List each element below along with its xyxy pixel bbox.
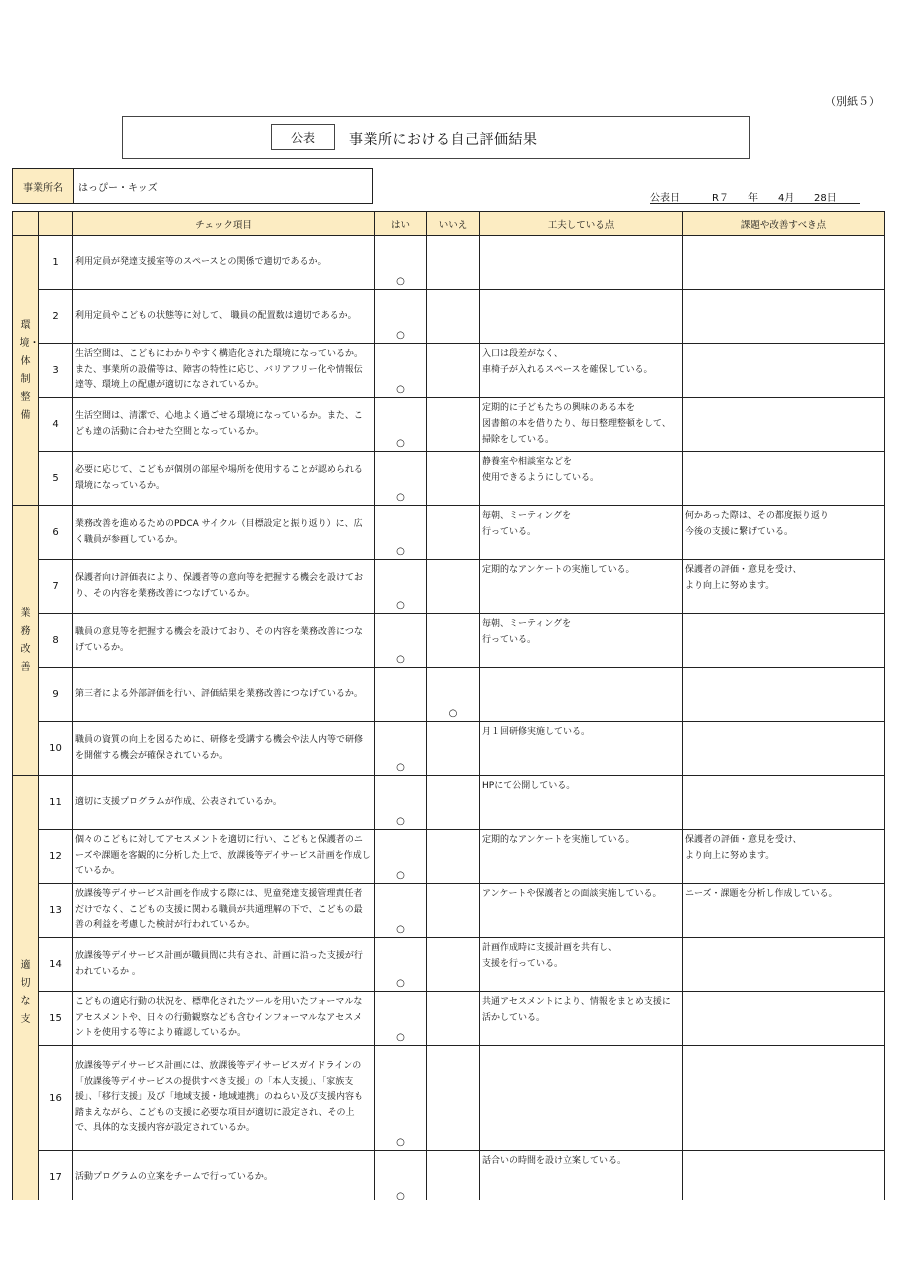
effort-cell [480, 884, 683, 938]
yes-mark: ○ [396, 330, 405, 341]
header-effort: 工夫している点 [480, 212, 683, 236]
effort-text: HPにて公開している。 [482, 781, 576, 791]
issue-cell [683, 506, 885, 560]
effort-cell [480, 938, 683, 992]
effort-cell [480, 344, 683, 398]
item-question: 個々のこどもに対してアセスメントを適切に行い、こどもと保護者のニーズや課題を客観的に分析した上で、放課後等デイサービス計画を作成しているか。 [75, 835, 371, 877]
header-blank-number [39, 212, 73, 236]
yes-cell [375, 884, 427, 938]
no-cell [427, 884, 480, 938]
issue-cell [683, 236, 885, 290]
issue-text: 何かあった際は、その都度振り返り 今後の支援に繋げている。 [685, 511, 829, 537]
issue-text: 保護者の評価・意見を受け、 より向上に努めます。 [685, 835, 802, 861]
yes-cell [375, 398, 427, 452]
office-name-value: はっぴー・キッズ [74, 169, 373, 204]
item-question-cell [73, 506, 375, 560]
effort-cell [480, 452, 683, 506]
effort-cell [480, 560, 683, 614]
yes-mark: ○ [396, 978, 405, 989]
yes-cell [375, 1151, 427, 1201]
issue-text [683, 452, 884, 454]
yes-cell [375, 776, 427, 830]
item-question: 適切に支援プログラムが作成、公表されているか。 [75, 796, 282, 807]
item-question: 利用定員やこどもの状態等に対して、 職員の配置数は適切であるか。 [75, 310, 357, 321]
item-number: 8 [39, 614, 73, 668]
pubdate-month: 4月 [778, 193, 795, 204]
no-cell [427, 614, 480, 668]
category-cell-support [13, 776, 39, 1201]
table-row [13, 668, 885, 722]
item-question: 職員の意見等を把握する機会を設けており、その内容を業務改善につなげているか。 [75, 627, 363, 653]
item-question: 業務改善を進めるためのPDCA サイクル（目標設定と振り返り）に、広く職員が参画しているか。 [75, 519, 363, 545]
item-question: こどもの適応行動の状況を、標準化されたツールを用いたフォーマルなアセスメントや、日々の行動観察なども含むインフォーマルなアセスメントを使用する等により確認しているか。 [75, 997, 363, 1039]
no-cell [427, 668, 480, 722]
item-question-cell [73, 884, 375, 938]
effort-text: 入口は段差がなく、 車椅子が入れるスペースを確保している。 [482, 349, 653, 375]
yes-cell [375, 506, 427, 560]
effort-text: 毎朝、ミーティングを 行っている。 [482, 619, 572, 645]
yes-cell [375, 452, 427, 506]
item-question-cell [73, 560, 375, 614]
effort-cell [480, 776, 683, 830]
effort-text: アンケートや保護者との面談実施している。 [482, 889, 662, 899]
header-check-item: チェック項目 [73, 212, 375, 236]
yes-cell [375, 722, 427, 776]
no-mark: ○ [448, 708, 458, 719]
header-no: いいえ [427, 212, 480, 236]
yes-cell [375, 236, 427, 290]
office-name-label: 事業所名 [13, 169, 74, 204]
no-cell [427, 506, 480, 560]
table-row [13, 290, 885, 344]
item-number: 17 [39, 1151, 73, 1201]
effort-text: 毎朝、ミーティングを 行っている。 [482, 511, 572, 537]
issue-cell [683, 830, 885, 884]
yes-mark: ○ [396, 384, 405, 395]
item-question-cell [73, 236, 375, 290]
category-label: 環境・体制整備 [19, 319, 40, 421]
item-question-cell [73, 398, 375, 452]
issue-text [683, 722, 884, 724]
item-question-cell [73, 722, 375, 776]
item-question: 生活空間は、こどもにわかりやすく構造化された環境になっているか。また、事業所の設備等は、障害の特性に応じ、バリアフリー化や情報伝達等、環境上の配慮が適切になされているか。 [75, 349, 364, 391]
table-row [13, 1151, 885, 1201]
item-question-cell [73, 1151, 375, 1201]
no-cell [427, 1046, 480, 1151]
table-row [13, 560, 885, 614]
item-question: 放課後等デイサービス計画には、放課後等デイサービスガイドラインの「放課後等デイサービスの提供すべき支援」の「本人支援」、「家族支援」、「移行支援」及び「地域支援・地域連携」のねらい及び支援内容も踏まえながら、こどもの支援に必要な項目が適切に設定され、その上で、具体的な支援内容が設定されているか。 [75, 1061, 364, 1134]
effort-text: 定期的なアンケートを実施している。 [482, 835, 635, 845]
effort-cell [480, 992, 683, 1046]
table-row [13, 1046, 885, 1151]
item-number: 7 [39, 560, 73, 614]
pubdate-day: 28日 [814, 193, 837, 204]
yes-cell [375, 290, 427, 344]
no-cell [427, 344, 480, 398]
issue-cell [683, 938, 885, 992]
issue-text [683, 776, 884, 778]
yes-cell [375, 830, 427, 884]
effort-text: 月１回研修実施している。 [482, 727, 591, 737]
issue-text [683, 992, 884, 994]
issue-cell [683, 398, 885, 452]
category-cell-env [13, 236, 39, 506]
table-row [13, 344, 885, 398]
table-row [13, 884, 885, 938]
effort-cell [480, 830, 683, 884]
issue-text [683, 290, 884, 292]
item-number: 2 [39, 290, 73, 344]
issue-text [683, 236, 884, 238]
table-row [13, 506, 885, 560]
category-cell-biz [13, 506, 39, 776]
table-row [13, 236, 885, 290]
no-cell [427, 1151, 480, 1201]
yes-mark: ○ [396, 276, 405, 287]
effort-text [480, 290, 682, 292]
issue-cell [683, 560, 885, 614]
yes-mark: ○ [396, 1032, 405, 1043]
issue-text [683, 398, 884, 400]
item-number: 14 [39, 938, 73, 992]
pubdate-label: 公表日 [650, 193, 680, 204]
yes-mark: ○ [396, 762, 405, 773]
issue-text [683, 938, 884, 940]
item-number: 13 [39, 884, 73, 938]
yes-cell [375, 344, 427, 398]
effort-cell [480, 1046, 683, 1151]
issue-cell [683, 884, 885, 938]
item-question: 保護者向け評価表により、保護者等の意向等を把握する機会を設けており、その内容を業務改善につなげているか。 [75, 573, 364, 599]
effort-text: 共通アセスメントにより、情報をまとめ支援に活かしている。 [482, 997, 671, 1023]
item-question-cell [73, 290, 375, 344]
no-cell [427, 722, 480, 776]
effort-text: 定期的なアンケートの実施している。 [482, 565, 635, 575]
issue-text [683, 614, 884, 616]
no-cell [427, 452, 480, 506]
yes-cell [375, 614, 427, 668]
item-number: 11 [39, 776, 73, 830]
item-number: 3 [39, 344, 73, 398]
issue-cell [683, 614, 885, 668]
item-question-cell [73, 830, 375, 884]
yes-mark: ○ [396, 1137, 405, 1148]
issue-text [683, 344, 884, 346]
yes-mark: ○ [396, 654, 405, 665]
item-number: 4 [39, 398, 73, 452]
table-row [13, 992, 885, 1046]
issue-cell [683, 992, 885, 1046]
no-cell [427, 560, 480, 614]
yes-mark: ○ [396, 870, 405, 881]
yes-mark: ○ [396, 1191, 405, 1200]
evaluation-table [12, 211, 885, 1200]
yes-mark: ○ [396, 600, 405, 611]
publication-badge: 公表 [271, 124, 335, 150]
effort-cell [480, 236, 683, 290]
no-cell [427, 938, 480, 992]
item-question-cell [73, 992, 375, 1046]
item-number: 6 [39, 506, 73, 560]
table-row [13, 830, 885, 884]
issue-text [683, 668, 884, 670]
yes-mark: ○ [396, 924, 405, 935]
effort-cell [480, 614, 683, 668]
effort-text: 話合いの時間を設け立案している。 [482, 1156, 627, 1166]
table-row [13, 776, 885, 830]
pubdate-year-unit: 年 [748, 193, 758, 204]
effort-cell [480, 290, 683, 344]
effort-text: 定期的に子どもたちの興味のある本を 図書館の本を借りたり、毎日整理整頓をして、掃除をしている。 [482, 403, 671, 445]
item-question-cell [73, 614, 375, 668]
no-cell [427, 830, 480, 884]
issue-cell [683, 1046, 885, 1151]
table-row [13, 722, 885, 776]
item-question: 第三者による外部評価を行い、評価結果を業務改善につなげているか。 [75, 688, 363, 699]
header-issue: 課題や改善すべき点 [683, 212, 885, 236]
item-question-cell [73, 344, 375, 398]
yes-mark: ○ [396, 816, 405, 827]
item-number: 16 [39, 1046, 73, 1151]
item-number: 5 [39, 452, 73, 506]
issue-cell [683, 1151, 885, 1201]
item-question: 必要に応じて、こどもが個別の部屋や場所を使用することが認められる環境になっているか。 [75, 465, 363, 491]
yes-cell [375, 1046, 427, 1151]
header-blank-category [13, 212, 39, 236]
effort-text: 計画作成時に支援計画を共有し、 支援を行っている。 [482, 943, 618, 969]
table-row [13, 398, 885, 452]
category-label: 業務改善 [20, 607, 31, 673]
effort-text: 静養室や相談室などを 使用できるようにしている。 [482, 457, 600, 483]
issue-text: 保護者の評価・意見を受け、 より向上に努めます。 [685, 565, 802, 591]
no-cell [427, 290, 480, 344]
issue-cell [683, 776, 885, 830]
effort-cell [480, 722, 683, 776]
item-question: 生活空間は、清潔で、心地よく過ごせる環境になっているか。また、こども達の活動に合わせた空間となっているか。 [75, 411, 363, 437]
table-row [13, 614, 885, 668]
yes-cell [375, 668, 427, 722]
effort-text [480, 1046, 682, 1048]
item-number: 12 [39, 830, 73, 884]
item-number: 1 [39, 236, 73, 290]
issue-text [683, 1046, 884, 1048]
yes-mark: ○ [396, 438, 405, 449]
item-question: 活動プログラムの立案をチームで行っているか。 [75, 1171, 273, 1182]
table-row [13, 938, 885, 992]
effort-cell [480, 506, 683, 560]
yes-cell [375, 560, 427, 614]
yes-mark: ○ [396, 546, 405, 557]
item-question: 職員の資質の向上を図るために、研修を受講する機会や法人内等で研修を開催する機会が確保されているか。 [75, 735, 364, 761]
effort-cell [480, 668, 683, 722]
item-question-cell [73, 452, 375, 506]
yes-cell [375, 992, 427, 1046]
item-question-cell [73, 668, 375, 722]
item-question: 放課後等デイサービス計画が職員間に共有され、計画に沿った支援が行われているか 。 [75, 951, 363, 977]
item-question: 放課後等デイサービス計画を作成する際には、児童発達支援管理責任者だけでなく、こどもの支援に関わる職員が共通理解の下で、こどもの最善の利益を考慮した検討が行われているか。 [75, 889, 363, 931]
pubdate-era: R７ [712, 193, 729, 204]
item-question-cell [73, 938, 375, 992]
issue-cell [683, 722, 885, 776]
item-number: 9 [39, 668, 73, 722]
document-title: 事業所における自己評価結果 [349, 132, 538, 148]
item-number: 10 [39, 722, 73, 776]
item-question-cell [73, 1046, 375, 1151]
item-number: 15 [39, 992, 73, 1046]
effort-text [480, 668, 682, 670]
no-cell [427, 776, 480, 830]
issue-cell [683, 290, 885, 344]
item-question-cell [73, 776, 375, 830]
effort-text [480, 236, 682, 238]
issue-text: ニーズ・課題を分析し作成している。 [685, 889, 838, 899]
yes-mark: ○ [396, 492, 405, 503]
effort-cell [480, 398, 683, 452]
category-label: 適切な支 [20, 960, 31, 1025]
issue-cell [683, 452, 885, 506]
effort-cell [480, 1151, 683, 1201]
yes-cell [375, 938, 427, 992]
no-cell [427, 398, 480, 452]
table-row [13, 452, 885, 506]
header-yes: はい [375, 212, 427, 236]
no-cell [427, 992, 480, 1046]
issue-cell [683, 668, 885, 722]
no-cell [427, 236, 480, 290]
issue-cell [683, 344, 885, 398]
appendix-label: （別紙５） [825, 95, 880, 108]
item-question: 利用定員が発達支援室等のスペースとの関係で適切であるか。 [75, 256, 327, 267]
issue-text [683, 1151, 884, 1153]
